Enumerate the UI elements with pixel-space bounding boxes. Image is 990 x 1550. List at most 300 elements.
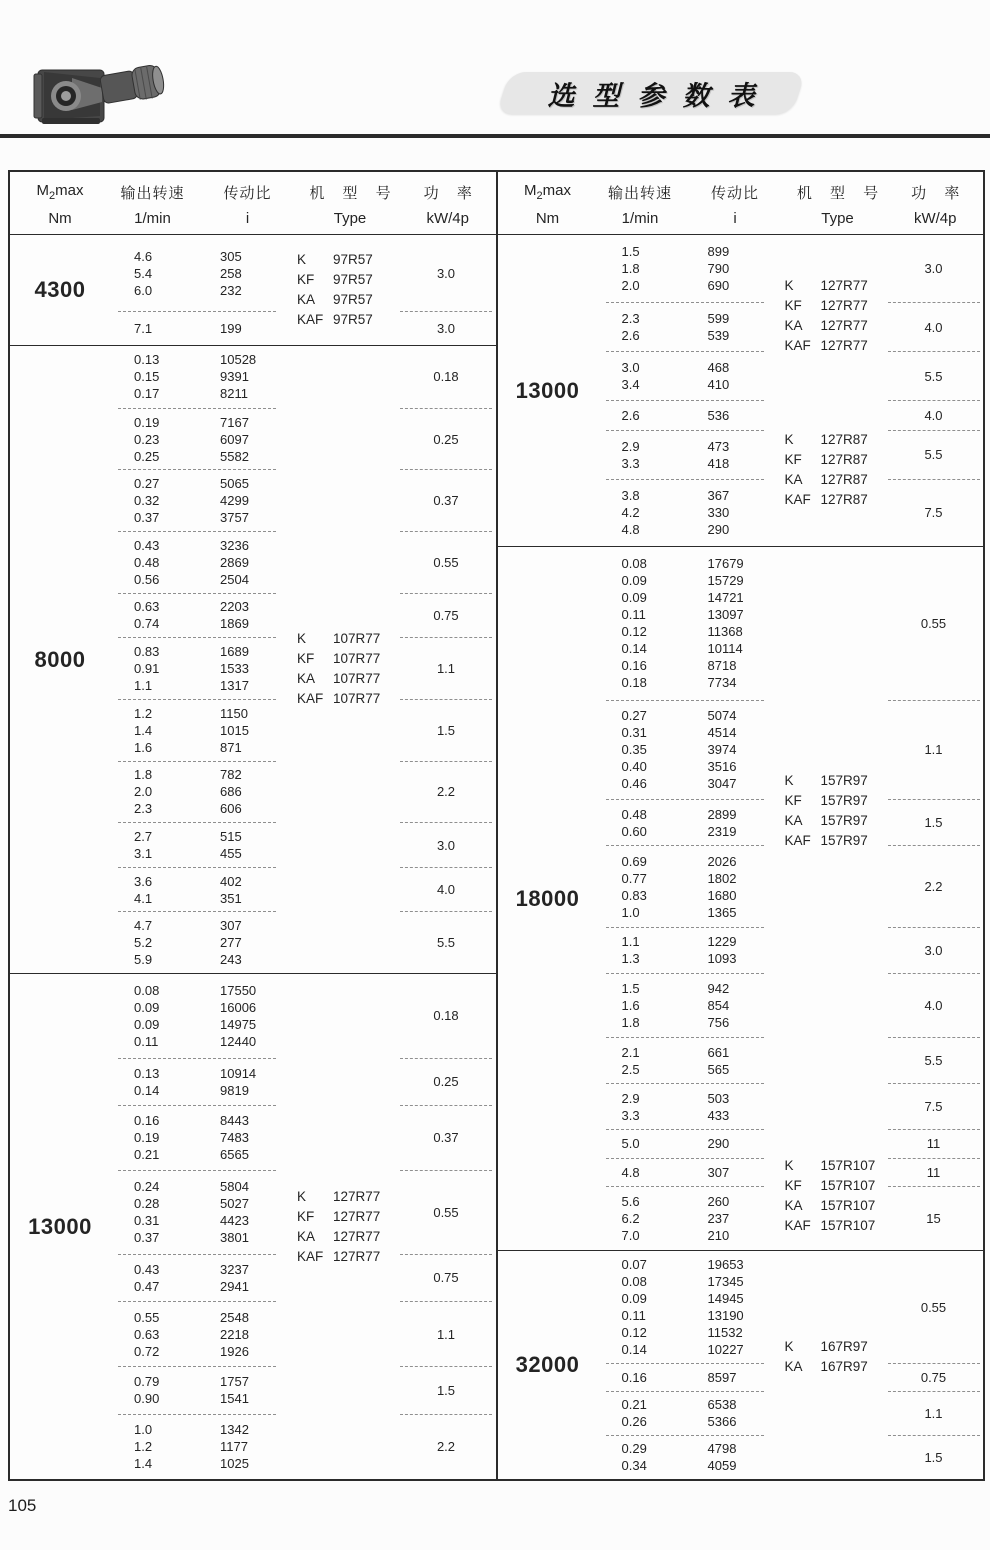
output-speed-cell: 0.83 (134, 644, 160, 660)
type-model-line (785, 1337, 868, 1357)
table-row (118, 1082, 276, 1099)
ratio-cell: 3757 (220, 510, 249, 526)
table-row (606, 887, 764, 904)
type-model-line (297, 310, 373, 330)
type-model: 127R87 (820, 431, 868, 447)
table-row (118, 1112, 276, 1129)
type-block (785, 771, 868, 851)
table-header-right (498, 172, 984, 235)
parameter-group (110, 1105, 496, 1170)
table-row (606, 1210, 764, 1227)
ratio-cell: 3047 (707, 776, 737, 792)
header-ratio-unit: i (733, 209, 737, 227)
ratio-cell: 661 (707, 1044, 730, 1060)
table-row (606, 724, 764, 741)
header-output-speed: 输出转速 (607, 184, 672, 202)
header-type: 机 型 号 (796, 184, 886, 202)
type-column-gap (276, 974, 400, 1058)
type-model: 107R77 (333, 690, 381, 706)
speed-ratio-rows (118, 311, 276, 345)
parameter-group (598, 845, 984, 927)
table-row (606, 657, 764, 674)
ratio-cell: 1680 (707, 887, 737, 903)
table-row (606, 1164, 764, 1181)
output-speed-cell: 0.14 (134, 1082, 160, 1098)
header-divider-rule (0, 134, 990, 138)
table-row (118, 448, 276, 465)
table-header-left (10, 172, 496, 235)
power-cell: 3.0 (924, 261, 943, 277)
power-cell: 3.0 (436, 265, 456, 281)
type-model-line (785, 831, 868, 851)
table-row (118, 475, 276, 492)
table-row (606, 870, 764, 887)
table-row (606, 1413, 764, 1430)
type-column-gap (764, 927, 888, 973)
ratio-cell: 305 (220, 248, 242, 264)
power-cell: 15 (888, 1186, 980, 1250)
table-row (118, 1309, 276, 1326)
ratio-cell: 3516 (707, 759, 737, 775)
type-model-line (785, 1156, 876, 1176)
type-model: 157R97 (820, 813, 868, 829)
parameter-group (110, 761, 496, 823)
speed-ratio-rows (118, 593, 276, 638)
type-prefix: KA (784, 1197, 803, 1213)
table-row (606, 853, 764, 870)
power-cell: 0.25 (400, 1058, 492, 1105)
output-speed-cell: 0.11 (621, 1308, 646, 1324)
output-speed-cell: 1.8 (621, 1015, 640, 1031)
power-cell: 1.1 (888, 700, 980, 799)
power-cell: 1.1 (400, 1301, 492, 1366)
parameter-group (110, 1366, 496, 1413)
type-prefix: KA (784, 813, 803, 829)
ratio-cell: 232 (220, 282, 242, 298)
type-prefix: KA (784, 317, 803, 333)
output-speed-cell: 1.1 (621, 934, 640, 950)
type-prefix: K (784, 431, 794, 447)
ratio-cell: 210 (707, 1228, 730, 1244)
page-title: 选型参数表 (547, 80, 773, 111)
table-row (606, 758, 764, 775)
output-speed-cell: 3.8 (621, 488, 640, 504)
table-row (606, 504, 764, 521)
ratio-cell: 7167 (220, 414, 249, 430)
ratio-cell: 330 (707, 505, 730, 521)
speed-ratio-rows (118, 1414, 276, 1479)
output-speed-cell: 0.47 (134, 1278, 160, 1294)
power-cell: 2.2 (400, 1414, 492, 1479)
parameter-group (110, 531, 496, 593)
type-prefix: K (784, 1157, 794, 1173)
table-row (118, 554, 276, 571)
type-model: 157R97 (820, 793, 868, 809)
table-row (118, 845, 276, 862)
type-prefix: K (297, 252, 307, 267)
table-row (118, 1178, 276, 1195)
table-row (118, 1033, 276, 1050)
ratio-cell: 1365 (707, 904, 737, 920)
type-prefix: K (784, 277, 794, 293)
output-speed-cell: 0.23 (134, 431, 160, 447)
output-speed-cell: 5.0 (621, 1136, 640, 1152)
speed-ratio-rows (606, 547, 764, 700)
header-power: 功 率 (911, 184, 967, 202)
output-speed-cell: 0.74 (134, 616, 160, 632)
speed-ratio-rows (606, 1363, 764, 1390)
output-speed-cell: 0.43 (134, 537, 160, 553)
type-model-line (297, 649, 380, 669)
ratio-cell: 1926 (220, 1343, 249, 1359)
type-model-line (297, 1207, 380, 1227)
table-row (606, 741, 764, 758)
table-row (118, 951, 276, 968)
table-row (606, 1256, 764, 1273)
ratio-cell: 1150 (220, 705, 248, 721)
output-speed-cell: 0.27 (621, 708, 647, 724)
table-row (118, 739, 276, 756)
table-row (606, 674, 764, 691)
type-model-line (785, 470, 868, 490)
output-speed-cell: 1.2 (134, 1439, 153, 1455)
type-model: 157R97 (820, 773, 868, 789)
power-cell: 0.55 (400, 531, 492, 593)
speed-ratio-rows (118, 974, 276, 1058)
ratio-cell: 2218 (220, 1326, 249, 1342)
speed-ratio-rows (606, 235, 764, 302)
ratio-cell: 1093 (707, 951, 737, 967)
output-speed-cell: 3.4 (621, 377, 640, 392)
ratio-cell: 277 (220, 935, 242, 951)
ratio-cell: 1802 (707, 870, 737, 886)
ratio-cell: 539 (707, 328, 730, 344)
output-speed-cell: 6.2 (621, 1211, 640, 1227)
output-speed-cell: 0.13 (134, 1065, 160, 1081)
ratio-cell: 9391 (220, 369, 249, 385)
header-m2max-unit: Nm (48, 209, 72, 227)
ratio-cell: 606 (220, 801, 242, 817)
ratio-cell: 473 (707, 438, 730, 454)
table-row (606, 327, 764, 344)
m2max-value: 4300 (34, 277, 86, 302)
section-right-32000 (498, 1250, 984, 1479)
table-row (606, 1135, 764, 1152)
output-speed-cell: 0.15 (134, 369, 160, 385)
header-m2max: $M_2\max$ (524, 181, 571, 202)
ratio-cell: 16006 (220, 999, 257, 1015)
output-speed-cell: 0.34 (621, 1458, 647, 1474)
type-column-gap (276, 408, 400, 470)
type-block (785, 276, 868, 356)
output-speed-cell: 4.8 (621, 1164, 640, 1180)
power-cell: 1.5 (400, 1366, 492, 1413)
output-speed-cell: 2.6 (621, 328, 640, 344)
ratio-cell: 4514 (707, 725, 737, 741)
parameter-group (110, 911, 496, 973)
m2max-value: 13000 (515, 377, 580, 403)
table-row (118, 722, 276, 739)
ratio-cell: 1541 (220, 1391, 249, 1407)
ratio-cell: 1177 (220, 1439, 248, 1455)
power-cell: 0.25 (400, 408, 492, 470)
table-row (606, 904, 764, 921)
ratio-cell: 4299 (220, 493, 249, 509)
table-row (606, 438, 764, 455)
table-row (606, 1440, 764, 1457)
parameter-group (110, 346, 496, 408)
table-row (606, 1457, 764, 1474)
ratio-cell: 8211 (220, 386, 248, 402)
output-speed-cell: 0.19 (134, 1130, 160, 1146)
power-cell: 0.37 (400, 469, 492, 531)
power-cell: 0.55 (920, 1299, 947, 1315)
table-row (118, 1146, 276, 1163)
output-speed-cell: 0.79 (134, 1374, 160, 1390)
output-speed-cell: 3.3 (621, 455, 640, 471)
type-block (785, 430, 868, 510)
table-row (606, 310, 764, 327)
ratio-cell: 2869 (220, 554, 249, 570)
output-speed-cell: 1.5 (621, 981, 640, 997)
type-model: 157R97 (820, 833, 868, 849)
ratio-cell: 1533 (220, 661, 249, 677)
parameter-group (110, 974, 496, 1058)
output-speed-cell: 0.09 (621, 590, 647, 606)
output-speed-cell: 5.6 (621, 1194, 640, 1210)
output-speed-cell: 0.28 (134, 1196, 160, 1212)
type-model: 97R57 (333, 272, 373, 287)
parameter-group (110, 822, 496, 867)
table-row (606, 260, 764, 277)
ratio-cell: 1757 (220, 1374, 249, 1390)
output-speed-cell: 0.16 (134, 1113, 160, 1129)
type-model: 157R107 (820, 1197, 876, 1213)
parameter-group (110, 1301, 496, 1366)
power-cell: 7.5 (888, 1083, 980, 1129)
speed-ratio-rows (606, 1158, 764, 1186)
table-row (118, 1326, 276, 1343)
output-speed-cell: 4.8 (621, 522, 640, 538)
parameter-group (598, 351, 984, 400)
output-speed-cell: 0.77 (621, 870, 647, 886)
m2max-value: 18000 (515, 885, 580, 911)
ratio-cell: 1689 (220, 644, 249, 660)
table-row (118, 873, 276, 890)
speed-ratio-rows (606, 430, 764, 479)
type-model-line (785, 1357, 868, 1377)
type-column-gap (764, 1391, 888, 1435)
ratio-cell: 433 (707, 1107, 730, 1123)
type-model-line (785, 791, 868, 811)
speed-ratio-rows (118, 531, 276, 593)
header-type-unit: Type (821, 209, 854, 227)
type-column-gap (276, 1366, 400, 1413)
type-model-line (297, 669, 380, 689)
output-speed-cell: 2.3 (134, 801, 153, 817)
output-speed-cell: 0.27 (134, 476, 160, 492)
output-speed-cell: 0.31 (621, 725, 647, 741)
output-speed-cell: 6.0 (134, 282, 153, 298)
speed-ratio-rows (118, 1254, 276, 1301)
power-cell: 11 (888, 1158, 980, 1186)
type-model-line (785, 490, 868, 510)
speed-ratio-rows (118, 699, 276, 761)
type-model-line (297, 1227, 380, 1247)
output-speed-cell: 0.60 (621, 823, 647, 839)
output-speed-cell: 0.08 (621, 1274, 647, 1290)
type-column-gap (276, 469, 400, 531)
parameter-group (598, 1083, 984, 1129)
ratio-cell: 410 (707, 377, 730, 392)
speed-ratio-rows (118, 867, 276, 912)
output-speed-cell: 0.48 (621, 806, 647, 822)
parameter-group (110, 1414, 496, 1479)
type-prefix: KF (784, 297, 802, 313)
type-block (785, 1156, 876, 1236)
type-column-gap (276, 911, 400, 973)
table-row (118, 917, 276, 934)
type-model-line (785, 1216, 876, 1236)
parameter-group (110, 469, 496, 531)
ratio-cell: 10914 (220, 1065, 257, 1081)
type-model-line (785, 336, 868, 356)
output-speed-cell: 3.0 (621, 360, 640, 375)
speed-ratio-rows (606, 1083, 764, 1129)
table-row (606, 1044, 764, 1061)
type-model: 167R97 (820, 1359, 868, 1375)
speed-ratio-rows (118, 1366, 276, 1413)
type-column-gap (764, 351, 888, 400)
ratio-cell: 3236 (220, 537, 249, 553)
speed-ratio-rows (118, 761, 276, 823)
type-column-gap (764, 1037, 888, 1083)
output-speed-cell: 0.26 (621, 1414, 647, 1430)
ratio-cell: 199 (220, 321, 242, 337)
ratio-cell: 756 (707, 1015, 730, 1031)
ratio-cell: 686 (220, 784, 242, 800)
power-cell: 3.0 (888, 927, 980, 973)
table-row (606, 1324, 764, 1341)
output-speed-cell: 0.21 (621, 1397, 647, 1413)
table-row (606, 775, 764, 792)
type-model: 157R107 (820, 1177, 876, 1193)
ratio-cell: 258 (220, 265, 242, 281)
output-speed-cell: 2.1 (621, 1044, 640, 1060)
output-speed-cell: 0.91 (134, 661, 160, 677)
table-row (606, 980, 764, 997)
table-row (118, 571, 276, 588)
power-cell: 0.18 (433, 369, 459, 385)
table-row (118, 248, 276, 265)
type-model-line (785, 316, 868, 336)
output-speed-cell: 1.8 (134, 767, 153, 783)
type-model-line (785, 450, 868, 470)
table-row (606, 1273, 764, 1290)
type-column-gap (276, 1105, 400, 1170)
output-speed-cell: 0.90 (134, 1391, 160, 1407)
table-row (606, 1193, 764, 1210)
output-speed-cell: 1.2 (134, 705, 153, 721)
power-cell: 3.0 (400, 822, 492, 867)
output-speed-cell: 0.32 (134, 493, 160, 509)
type-model-line (785, 1176, 876, 1196)
header-power: 功 率 (423, 184, 479, 202)
ratio-cell: 2548 (220, 1309, 249, 1325)
m2max-value: 13000 (28, 1213, 92, 1239)
ratio-cell: 4798 (707, 1441, 737, 1457)
type-column-gap (276, 346, 400, 408)
ratio-cell: 871 (220, 739, 242, 755)
speed-ratio-rows (118, 822, 276, 867)
type-column-gap (764, 845, 888, 927)
speed-ratio-rows (606, 479, 764, 546)
output-speed-cell: 7.1 (134, 321, 153, 337)
ratio-cell: 565 (707, 1061, 730, 1077)
section-right-13000 (498, 235, 984, 546)
output-speed-cell: 2.7 (134, 829, 153, 845)
parameter-group (598, 1435, 984, 1479)
ratio-cell: 5582 (220, 448, 249, 464)
ratio-cell: 8718 (707, 658, 737, 674)
speed-ratio-power-groups (598, 547, 984, 1250)
type-column-gap (276, 761, 400, 823)
speed-ratio-rows (118, 637, 276, 699)
ratio-cell: 2319 (707, 823, 737, 839)
output-speed-cell: 2.0 (134, 784, 153, 800)
speed-ratio-rows (606, 845, 764, 927)
ratio-cell: 5366 (707, 1414, 737, 1430)
header-ratio-unit: i (245, 209, 250, 227)
ratio-cell: 290 (707, 522, 730, 538)
table-row (118, 351, 276, 368)
type-model-line (297, 250, 373, 270)
output-speed-cell: 1.1 (134, 678, 153, 694)
output-speed-cell: 0.11 (621, 607, 646, 623)
speed-ratio-rows (606, 700, 764, 799)
ratio-cell: 10227 (707, 1342, 744, 1358)
table-row (118, 828, 276, 845)
parameter-group (598, 973, 984, 1037)
output-speed-cell: 2.9 (621, 438, 640, 454)
type-block (297, 629, 380, 709)
power-cell: 5.5 (888, 1037, 980, 1083)
type-model: 97R57 (333, 252, 373, 267)
table-row (118, 890, 276, 907)
speed-ratio-rows (606, 302, 764, 351)
table-row (606, 487, 764, 504)
parameter-group (598, 1391, 984, 1435)
power-cell: 5.5 (400, 911, 492, 973)
table-row (606, 1107, 764, 1124)
table-right-half (496, 172, 984, 1479)
type-model-line (785, 430, 868, 450)
speed-ratio-rows (118, 346, 276, 408)
type-prefix: KA (297, 292, 316, 307)
output-speed-cell: 0.17 (134, 386, 160, 402)
table-row (118, 414, 276, 431)
output-speed-cell: 2.5 (621, 1061, 640, 1077)
output-speed-cell: 0.08 (621, 556, 647, 572)
ratio-cell: 503 (707, 1090, 730, 1106)
type-model: 127R77 (820, 297, 868, 313)
ratio-cell: 1869 (220, 616, 249, 632)
ratio-cell: 17345 (707, 1274, 744, 1290)
m2max-value: 32000 (515, 1352, 580, 1377)
speed-ratio-rows (118, 1058, 276, 1105)
output-speed-cell: 4.7 (134, 918, 153, 934)
table-row (606, 277, 764, 294)
